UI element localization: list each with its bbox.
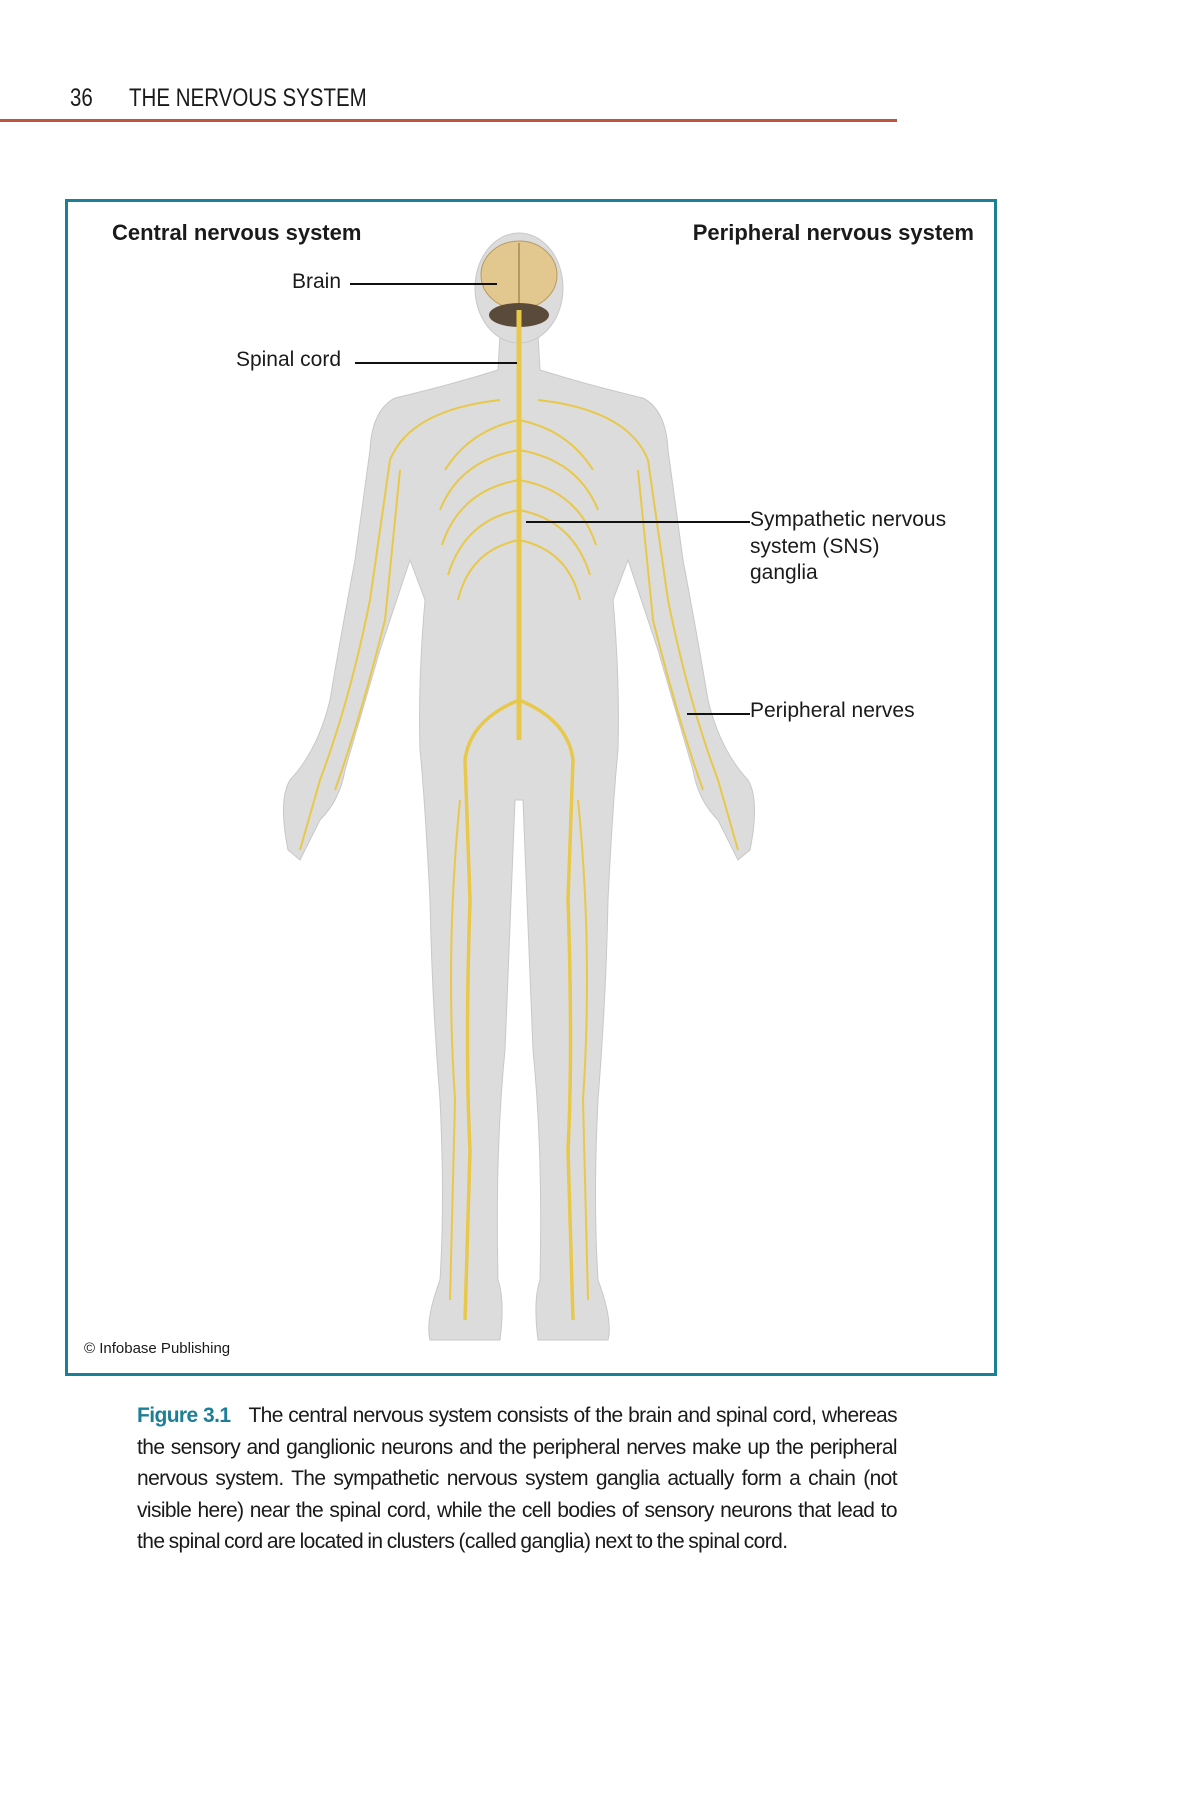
pns-heading: Peripheral nervous system: [692, 220, 974, 245]
chapter-title: THE NERVOUS SYSTEM: [129, 84, 367, 112]
figure-number: Figure 3.1: [137, 1404, 231, 1427]
spinal-cord-label: Spinal cord: [235, 348, 341, 371]
peripheral-nerves-leader-line: [687, 713, 750, 715]
sns-label-line: system (SNS): [750, 534, 880, 558]
sns-ganglia-label: [750, 507, 946, 587]
spinal-cord-leader-line: [355, 362, 517, 364]
image-credit: © Infobase Publishing: [84, 1340, 231, 1357]
peripheral-nerves-label: Peripheral nerves: [750, 699, 915, 722]
figure-caption: [137, 1400, 897, 1558]
brain-leader-line: [350, 283, 497, 285]
sns-label-line: Sympathetic nervous: [750, 508, 947, 531]
cns-heading: Central nervous system: [112, 220, 362, 245]
sns-label-line: ganglia: [750, 561, 818, 584]
nerves: [300, 310, 738, 1320]
caption-text: The central nervous system consists of the brain and spinal cord, whereas the sensory and ganglionic neurons and the peripheral nerves make up the peripheral nervous system. The sympathetic nervous system ganglia actually form a chain (not visible here) near the spinal cord, while the cell bodies of sensory neurons that lead to the spinal cord are located in clusters (called ganglia) next to the spinal cord.: [137, 1404, 898, 1554]
sns-leader-line: [526, 521, 750, 523]
page-number: 36: [70, 84, 93, 112]
brain-label: Brain: [291, 270, 341, 293]
